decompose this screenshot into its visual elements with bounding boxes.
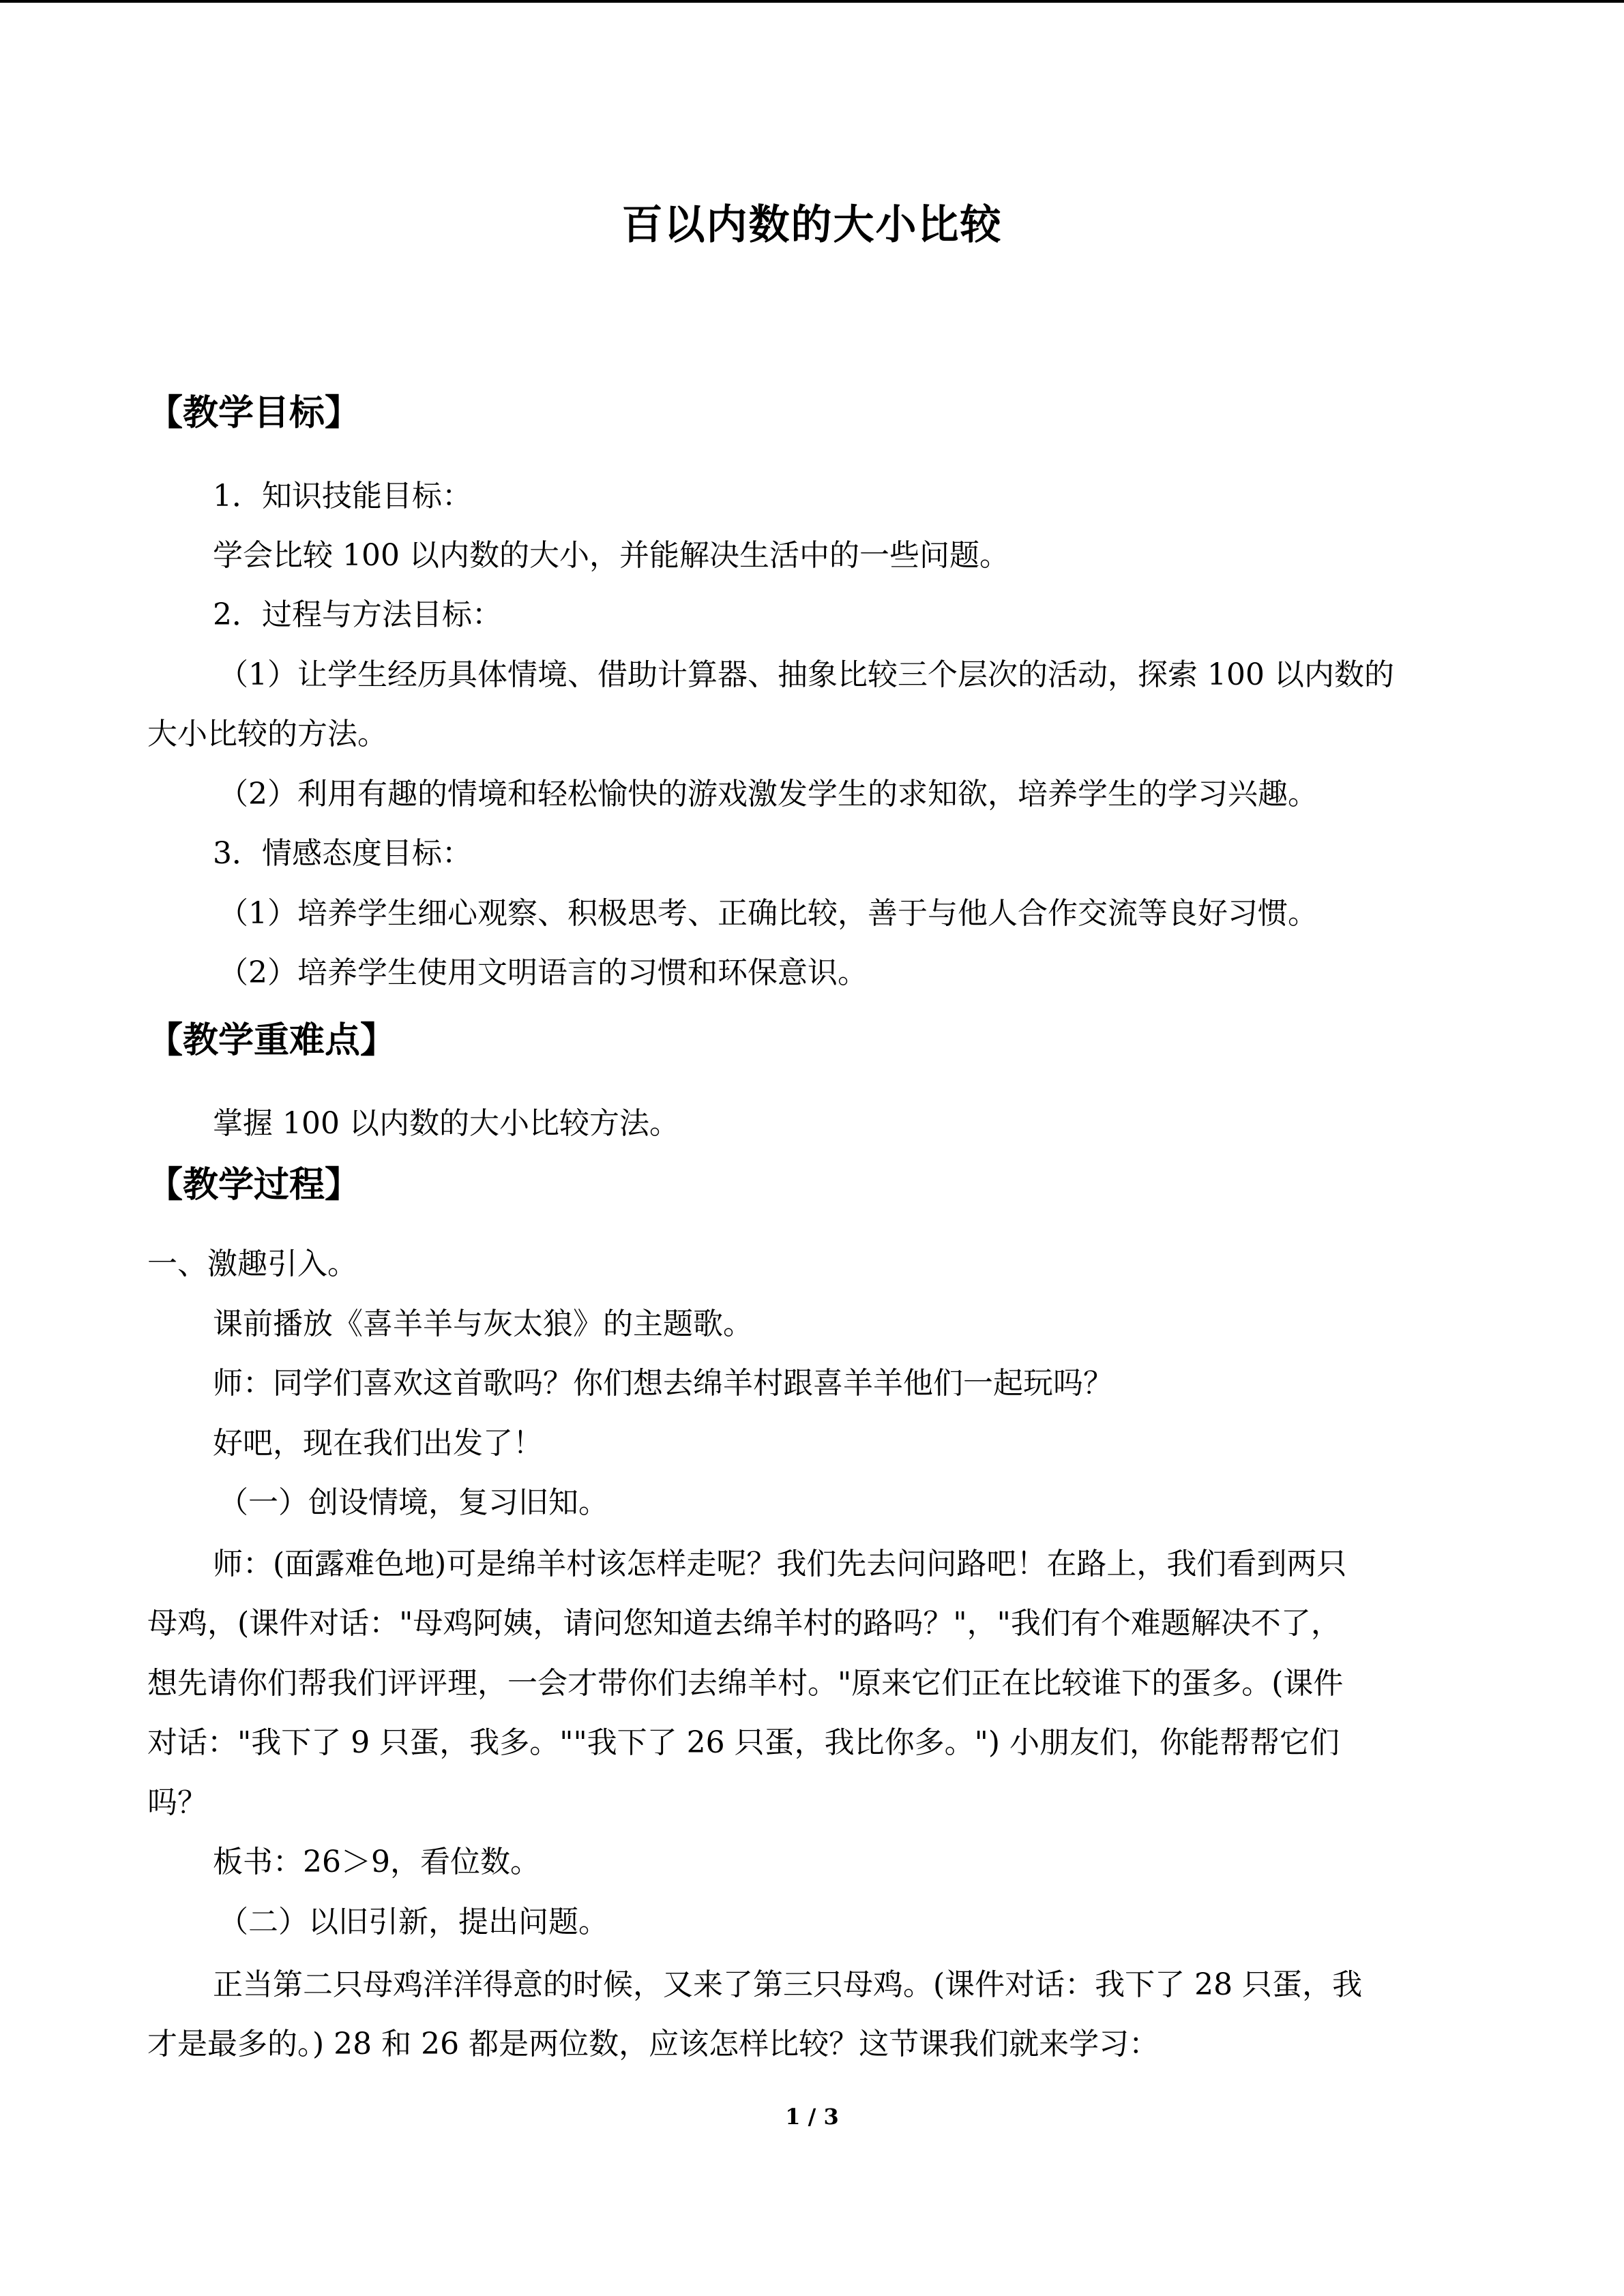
key-points-text: 掌握 100 以内数的大小比较方法。 <box>213 1106 679 1141</box>
objective-2-point-1-line-2: 大小比较的方法。 <box>147 717 387 751</box>
objective-3-point-2: （2）培养学生使用文明语言的习惯和环保意识。 <box>218 955 868 990</box>
heading-objectives: 【教学目标】 <box>147 392 361 434</box>
process-paragraph-1: 课前播放《喜羊羊与灰太狼》的主题歌。 <box>213 1307 753 1341</box>
page-number: 1 / 3 <box>785 2104 839 2130</box>
objective-1-title: 1．知识技能目标： <box>213 479 472 513</box>
objective-2-title: 2．过程与方法目标： <box>213 597 502 632</box>
process-paragraph-5: 板书：26＞9，看位数。 <box>213 1845 540 1879</box>
heading-process: 【教学过程】 <box>147 1164 361 1206</box>
objective-2-point-1-line-1: （1）让学生经历具体情境、借助计算器、抽象比较三个层次的活动，探索 100 以内数的 <box>218 657 1394 692</box>
process-paragraph-6-line-2: 才是最多的。) 28 和 26 都是两位数，应该怎样比较？这节课我们就来学习： <box>147 2027 1160 2061</box>
process-paragraph-3: 好吧，现在我们出发了！ <box>213 1426 543 1461</box>
objective-1-text: 学会比较 100 以内数的大小，并能解决生活中的一些问题。 <box>213 538 1009 573</box>
process-subsection-2: （二）以旧引新，提出问题。 <box>218 1905 608 1939</box>
process-paragraph-4-line-2: 母鸡，(课件对话："母鸡阿姨，请问您知道去绵羊村的路吗？"，"我们有个难题解决不了， <box>147 1606 1341 1641</box>
process-section-1: 一、激趣引入。 <box>147 1247 357 1281</box>
process-paragraph-4-line-3: 想先请你们帮我们评评理，一会才带你们去绵羊村。"原来它们正在比较谁下的蛋多。(课件 <box>147 1666 1344 1701</box>
objective-3-title: 3．情感态度目标： <box>213 836 472 871</box>
process-paragraph-2: 师：同学们喜欢这首歌吗？你们想去绵羊村跟喜羊羊他们一起玩吗？ <box>213 1366 1113 1401</box>
objective-2-point-2: （2）利用有趣的情境和轻松愉快的游戏激发学生的求知欲，培养学生的学习兴趣。 <box>218 777 1318 811</box>
process-subsection-1: （一）创设情境，复习旧知。 <box>218 1485 608 1520</box>
heading-key-points: 【教学重难点】 <box>147 1019 396 1061</box>
process-paragraph-4-line-4: 对话："我下了 9 只蛋，我多。""我下了 26 只蛋，我比你多。") 小朋友们，你能帮帮它们 <box>147 1725 1340 1760</box>
top-border-line <box>0 0 1624 3</box>
process-paragraph-4-line-5: 吗？ <box>147 1785 207 1820</box>
objective-3-point-1: （1）培养学生细心观察、积极思考、正确比较，善于与他人合作交流等良好习惯。 <box>218 896 1318 931</box>
process-paragraph-4-line-1: 师：(面露难色地)可是绵羊村该怎样走呢？我们先去问问路吧！在路上，我们看到两只 <box>213 1547 1347 1581</box>
process-paragraph-6-line-1: 正当第二只母鸡洋洋得意的时候，又来了第三只母鸡。(课件对话：我下了 28 只蛋，我 <box>213 1967 1363 2002</box>
page-title: 百以内数的大小比较 <box>621 201 1003 249</box>
